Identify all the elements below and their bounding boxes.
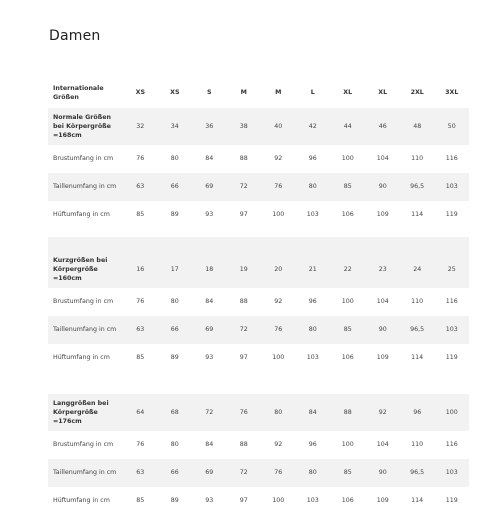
- measure-value: 110: [411, 298, 424, 306]
- size-value: 92: [365, 394, 399, 431]
- measure-row: [48, 288, 469, 316]
- size-value: 46: [365, 108, 399, 145]
- section-label: Langgrößen bei Körpergröße =176cm: [48, 394, 123, 431]
- measure-value: 119: [445, 497, 458, 505]
- measure-value: 72: [227, 459, 261, 487]
- measure-value: 119: [445, 354, 458, 362]
- measure-value: 114: [411, 354, 424, 362]
- measure-value: 100: [272, 211, 285, 219]
- section-gap: [48, 372, 469, 394]
- size-value: 72: [192, 394, 226, 431]
- size-value: 21: [295, 251, 329, 288]
- size-heading: L: [310, 89, 315, 97]
- size-heading: XS: [170, 89, 180, 97]
- section-row: [48, 251, 469, 288]
- size-value: 32: [123, 108, 157, 145]
- size-value: 76: [227, 394, 261, 431]
- measure-value: 106: [341, 354, 354, 362]
- measure-value: 69: [192, 459, 226, 487]
- measure-value: 103: [306, 354, 319, 362]
- measure-value: 114: [411, 211, 424, 219]
- size-value: 36: [192, 108, 226, 145]
- measure-value: 116: [445, 298, 458, 306]
- size-value: 88: [330, 394, 366, 431]
- measure-value: 63: [123, 459, 157, 487]
- size-value: 17: [158, 251, 192, 288]
- measure-value: 96,5: [400, 459, 434, 487]
- measure-value: 66: [158, 173, 192, 201]
- measure-value: 84: [205, 155, 214, 163]
- measure-value: 84: [205, 298, 214, 306]
- measure-label: Hüftumfang in cm: [53, 497, 110, 505]
- measure-value: 89: [170, 354, 179, 362]
- measure-value: 93: [205, 354, 214, 362]
- measure-value: 85: [136, 497, 145, 505]
- measure-value: 116: [445, 441, 458, 449]
- section-label: Normale Größen bei Körpergröße =168cm: [48, 108, 123, 145]
- measure-value: 114: [411, 497, 424, 505]
- measure-value: 97: [239, 497, 248, 505]
- size-value: 84: [295, 394, 329, 431]
- measure-value: 76: [136, 298, 145, 306]
- section-row: [48, 108, 469, 145]
- size-value: 20: [261, 251, 295, 288]
- measure-label: Taillenumfang in cm: [48, 316, 123, 344]
- measure-row: [48, 145, 469, 173]
- measure-value: 80: [170, 298, 179, 306]
- measure-value: 72: [227, 173, 261, 201]
- section-label: Kurzgrößen bei Körpergröße =160cm: [48, 251, 123, 288]
- header-label: Internationale Größen: [53, 84, 104, 101]
- measure-value: 92: [274, 298, 283, 306]
- size-heading: XS: [135, 89, 145, 97]
- measure-value: 109: [376, 211, 389, 219]
- measure-label: Taillenumfang in cm: [48, 173, 123, 201]
- measure-value: 80: [295, 173, 329, 201]
- measure-value: 85: [330, 459, 366, 487]
- measure-value: 66: [158, 459, 192, 487]
- measure-value: 76: [136, 155, 145, 163]
- size-value: 68: [158, 394, 192, 431]
- measure-value: 88: [239, 441, 248, 449]
- measure-value: 80: [295, 316, 329, 344]
- section-gap: [48, 229, 469, 237]
- measure-row: [48, 459, 469, 487]
- measure-value: 100: [272, 497, 285, 505]
- measure-row: [48, 173, 469, 201]
- measure-value: 103: [434, 316, 469, 344]
- measure-value: 63: [123, 173, 157, 201]
- measure-label: Brustumfang in cm: [53, 441, 114, 449]
- size-chart-body: [48, 78, 469, 515]
- measure-value: 93: [205, 497, 214, 505]
- measure-value: 76: [261, 316, 295, 344]
- size-value: 48: [400, 108, 434, 145]
- size-heading: 3XL: [445, 89, 459, 97]
- size-value: 50: [434, 108, 469, 145]
- measure-value: 85: [330, 173, 366, 201]
- measure-value: 88: [239, 155, 248, 163]
- size-value: 44: [330, 108, 366, 145]
- measure-label: Taillenumfang in cm: [48, 459, 123, 487]
- measure-value: 72: [227, 316, 261, 344]
- measure-value: 100: [341, 155, 354, 163]
- measure-value: 69: [192, 173, 226, 201]
- measure-row: [48, 316, 469, 344]
- measure-value: 100: [272, 354, 285, 362]
- measure-value: 92: [274, 441, 283, 449]
- measure-value: 110: [411, 155, 424, 163]
- size-heading: XL: [378, 89, 388, 97]
- measure-value: 63: [123, 316, 157, 344]
- measure-value: 104: [376, 441, 389, 449]
- measure-value: 100: [341, 298, 354, 306]
- measure-value: 97: [239, 354, 248, 362]
- measure-value: 76: [136, 441, 145, 449]
- measure-value: 116: [445, 155, 458, 163]
- measure-value: 96: [308, 298, 317, 306]
- size-value: 23: [365, 251, 399, 288]
- size-value: 64: [123, 394, 157, 431]
- measure-value: 103: [434, 459, 469, 487]
- measure-value: 66: [158, 316, 192, 344]
- measure-value: 96,5: [400, 173, 434, 201]
- measure-value: 103: [434, 173, 469, 201]
- measure-value: 109: [376, 497, 389, 505]
- size-value: 18: [192, 251, 226, 288]
- measure-value: 80: [170, 155, 179, 163]
- measure-value: 88: [239, 298, 248, 306]
- measure-label: Brustumfang in cm: [53, 298, 114, 306]
- size-value: 22: [330, 251, 366, 288]
- measure-value: 85: [330, 316, 366, 344]
- measure-value: 69: [192, 316, 226, 344]
- measure-value: 96: [308, 155, 317, 163]
- measure-row: [48, 431, 469, 459]
- size-value: 19: [227, 251, 261, 288]
- measure-value: 85: [136, 354, 145, 362]
- measure-value: 106: [341, 211, 354, 219]
- measure-value: 84: [205, 441, 214, 449]
- section-divider: [48, 237, 469, 251]
- measure-value: 106: [341, 497, 354, 505]
- measure-value: 85: [136, 211, 145, 219]
- measure-value: 104: [376, 298, 389, 306]
- measure-row: [48, 344, 469, 372]
- size-value: 42: [295, 108, 329, 145]
- measure-value: 89: [170, 211, 179, 219]
- measure-value: 89: [170, 497, 179, 505]
- measure-label: Brustumfang in cm: [53, 155, 114, 163]
- measure-value: 100: [341, 441, 354, 449]
- measure-row: [48, 201, 469, 229]
- measure-value: 90: [365, 173, 399, 201]
- size-value: 25: [434, 251, 469, 288]
- size-heading: M: [275, 89, 282, 97]
- measure-value: 76: [261, 459, 295, 487]
- measure-value: 103: [306, 497, 319, 505]
- measure-value: 76: [261, 173, 295, 201]
- measure-value: 96,5: [400, 316, 434, 344]
- measure-value: 90: [365, 316, 399, 344]
- measure-value: 97: [239, 211, 248, 219]
- size-value: 40: [261, 108, 295, 145]
- measure-value: 96: [308, 441, 317, 449]
- size-heading: 2XL: [410, 89, 424, 97]
- size-value: 24: [400, 251, 434, 288]
- measure-value: 80: [295, 459, 329, 487]
- measure-value: 92: [274, 155, 283, 163]
- size-value: 38: [227, 108, 261, 145]
- size-value: 34: [158, 108, 192, 145]
- measure-value: 80: [170, 441, 179, 449]
- measure-value: 109: [376, 354, 389, 362]
- measure-value: 119: [445, 211, 458, 219]
- size-value: 100: [434, 394, 469, 431]
- measure-value: 104: [376, 155, 389, 163]
- section-row: [48, 394, 469, 431]
- measure-value: 90: [365, 459, 399, 487]
- size-value: 96: [400, 394, 434, 431]
- header-row: [48, 78, 469, 108]
- size-chart-table: [48, 78, 469, 515]
- size-heading: M: [240, 89, 247, 97]
- size-value: 80: [261, 394, 295, 431]
- measure-value: 93: [205, 211, 214, 219]
- measure-row: [48, 487, 469, 515]
- size-heading: XL: [343, 89, 353, 97]
- measure-value: 110: [411, 441, 424, 449]
- page-title: Damen: [49, 28, 101, 44]
- size-value: 16: [123, 251, 157, 288]
- measure-label: Hüftumfang in cm: [53, 354, 110, 362]
- measure-value: 103: [306, 211, 319, 219]
- size-heading: S: [207, 89, 212, 97]
- measure-label: Hüftumfang in cm: [53, 211, 110, 219]
